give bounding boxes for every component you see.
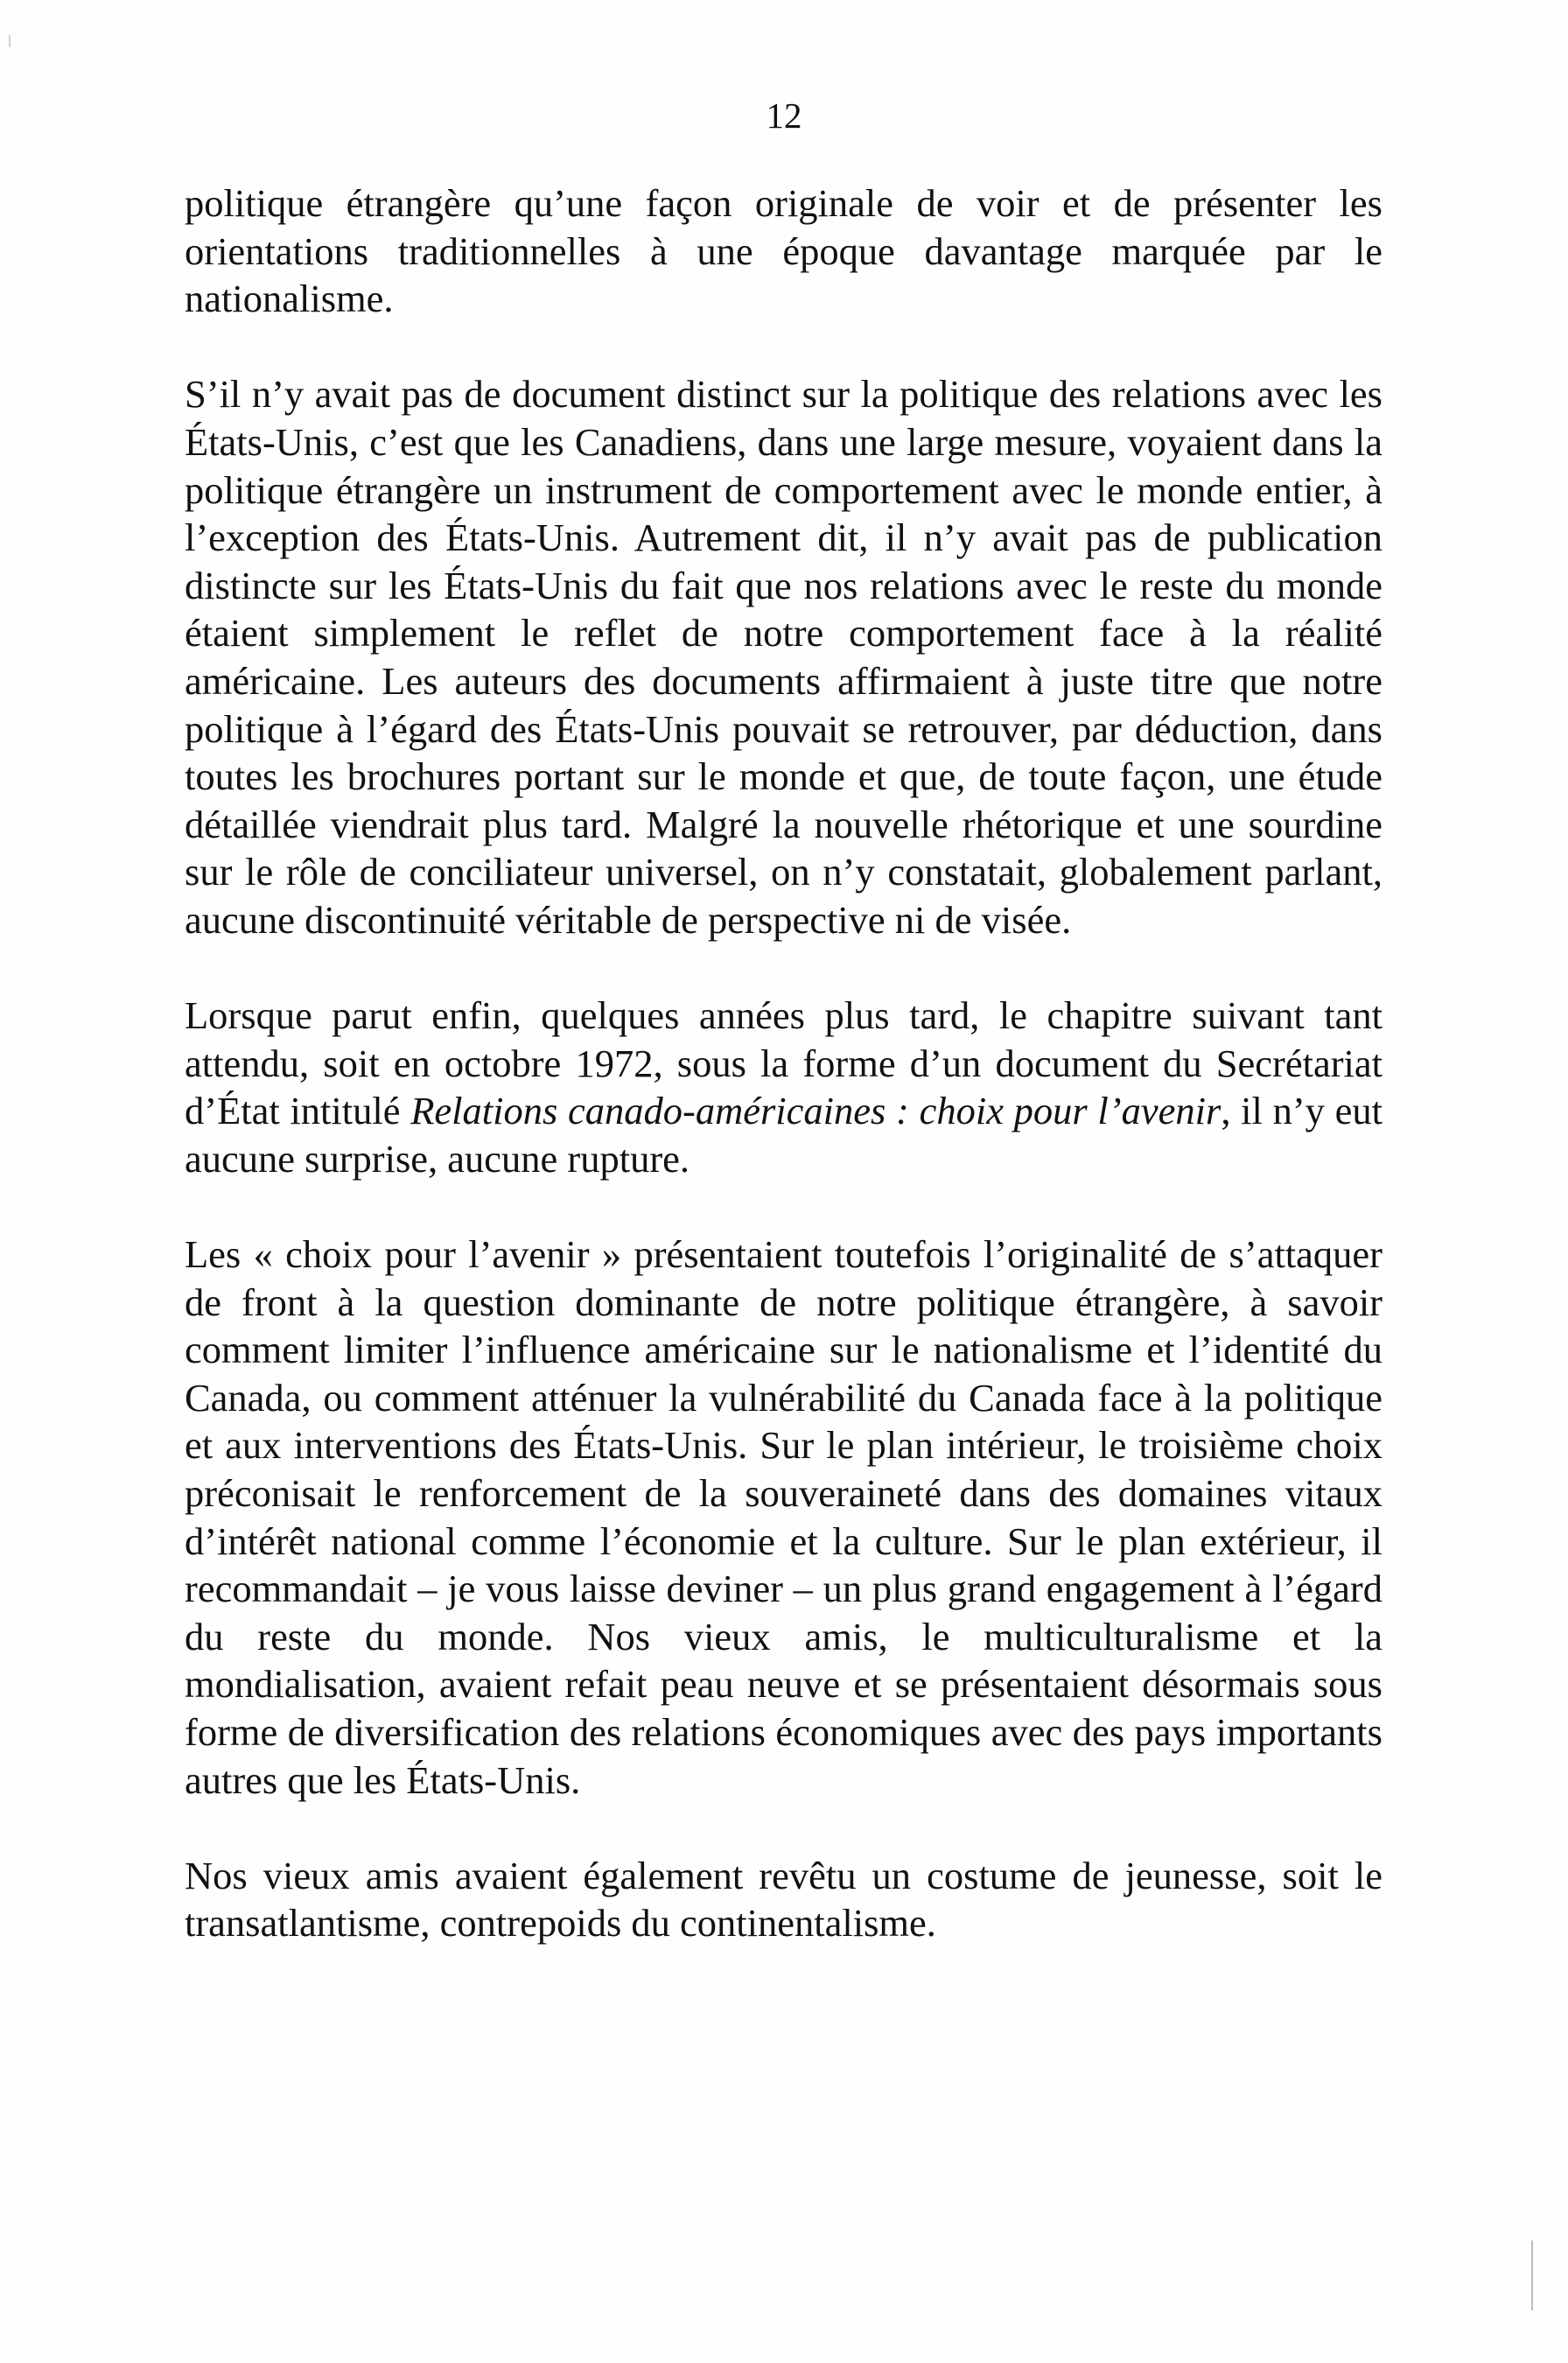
paragraph-3-title-italic: Relations canado-américaines : choix pour l’avenir — [410, 1089, 1222, 1133]
paragraph-3 — [185, 992, 1382, 1182]
paragraph-4 — [185, 1231, 1382, 1804]
paragraph-4-text: Les « choix pour l’avenir » présentaient toutefois l’originalité de s’attaquer de front à la question dominante de notre politique étrangère, à savoir comment limiter l’influence américaine sur le nationalisme et l’identité du Canada, ou comment atténuer la vulnérabilité du Canada face à la politique et aux interventions des États-Unis. Sur le plan intérieur, le troisième choix préconisait le renforcement de la souveraineté dans des domaines vitaux d’intérêt national comme l’économie et la culture. Sur le plan extérieur, il recommandait – je vous laisse deviner – un plus grand engagement à l’égard du reste du monde. Nos vieux amis, le multiculturalisme et la mondialisation, avaient refait peau neuve et se présentaient désormais sous forme de diversification des relations économiques avec des pays importants autres que les États-Unis. — [185, 1232, 1382, 1802]
paragraph-3-text-b: , il n’y eut aucune surprise, aucune rupture. — [185, 1089, 1382, 1181]
scan-edge-mark-left — [9, 35, 10, 47]
paragraph-2-text: S’il n’y avait pas de document distinct sur la politique des relations avec les États-Unis, c’est que les Canadiens, dans une large mesure, voyaient dans la politique étrangère un instrument de comportement avec le monde entier, à l’exception des États-Unis. Autrement dit, il n’y avait pas de publication distincte sur les États-Unis du fait que nos relations avec le reste du monde étaient simplement le reflet de notre comportement face à la réalité américaine. Les auteurs des documents affirmaient à juste titre que notre politique à l’égard des États-Unis pouvait se retrouver, par déduction, dans toutes les brochures portant sur le monde et que, de toute façon, une étude détaillée viendrait plus tard. Malgré la nouvelle rhétorique et une sourdine sur le rôle de conciliateur universel, on n’y constatait, globalement parlant, aucune discontinuité véritable de perspective ni de visée. — [185, 372, 1382, 942]
paragraph-5 — [185, 1852, 1382, 1947]
scan-edge-mark-right — [1531, 2240, 1533, 2310]
paragraph-5-text: Nos vieux amis avaient également revêtu un costume de jeunesse, soit le transatlantisme, contrepoids du continentalisme. — [185, 1853, 1382, 1946]
paragraph-1 — [185, 179, 1382, 323]
paragraph-1-text: politique étrangère qu’une façon originale de voir et de présenter les orientations traditionnelles à une époque davantage marquée par le nationalisme. — [185, 181, 1382, 321]
page-number: 12 — [766, 95, 802, 136]
paragraph-3-text-a: Lorsque parut enfin, quelques années plus tard, le chapitre suivant tant attendu, soit en octobre 1972, sous la forme d’un document du Secrétariat d’État intitulé — [185, 993, 1382, 1133]
paragraph-2 — [185, 370, 1382, 943]
body-text — [185, 179, 1382, 1995]
